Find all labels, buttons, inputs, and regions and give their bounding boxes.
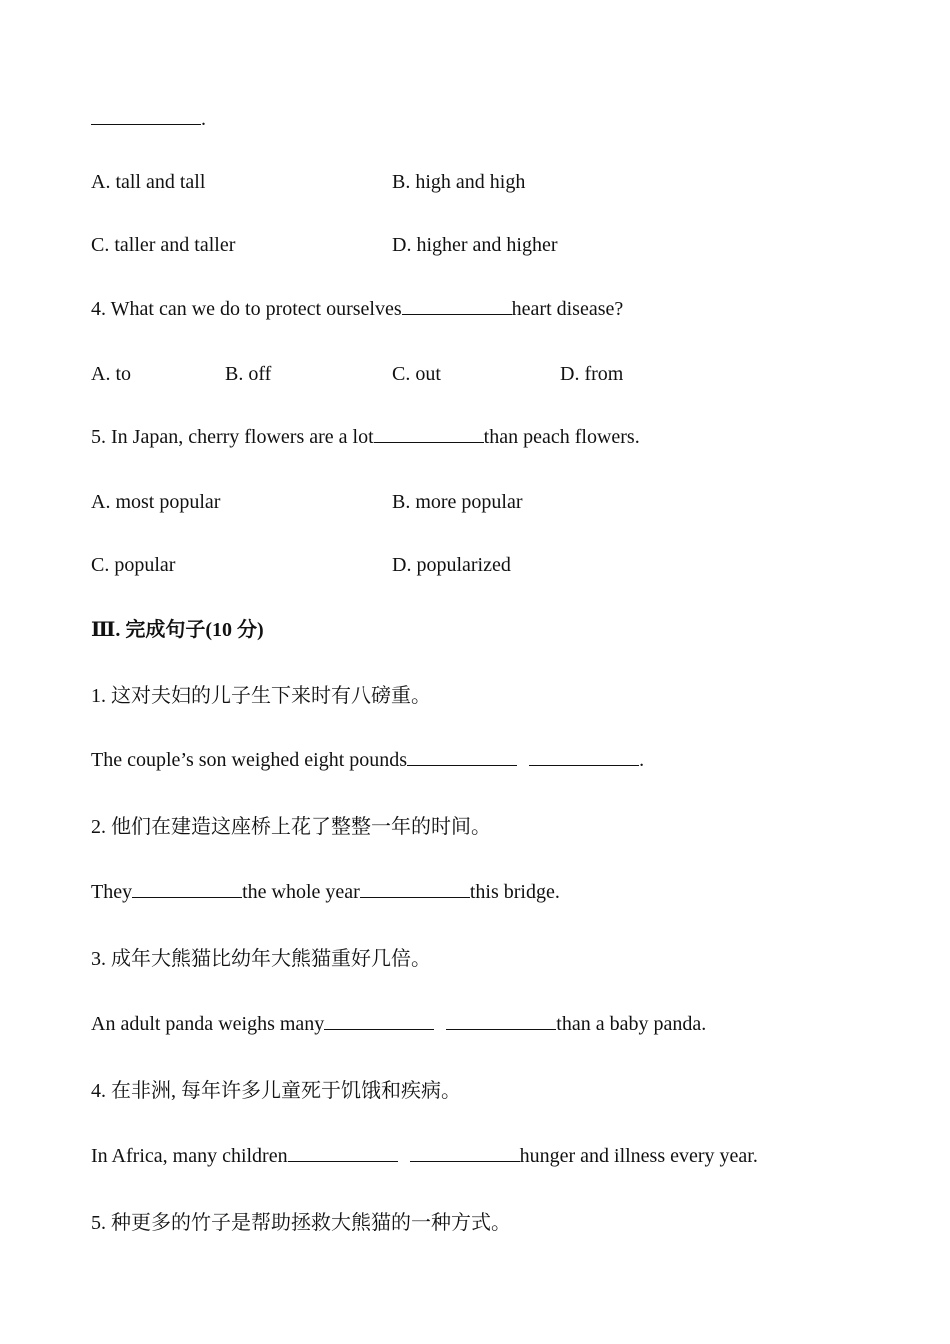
item1-text-before: The couple’s son weighed eight pounds <box>91 749 408 771</box>
q3-option-b[interactable]: B. high and high <box>392 171 526 193</box>
q3-answer-line <box>91 106 206 131</box>
blank[interactable] <box>360 879 470 898</box>
q4-option-b[interactable]: B. off <box>225 363 272 385</box>
q4-question <box>91 296 623 321</box>
blank[interactable] <box>407 747 517 766</box>
item5-chinese: 5. 种更多的竹子是帮助拯救大熊猫的一种方式。 <box>91 1212 511 1234</box>
item2-text-a: They <box>91 881 133 903</box>
blank[interactable] <box>410 1143 520 1162</box>
item3-text-before: An adult panda weighs many <box>91 1013 325 1035</box>
item4-text-after: hunger and illness every year. <box>519 1145 758 1167</box>
q3-option-d[interactable]: D. higher and higher <box>392 234 558 256</box>
q5-option-a[interactable]: A. most popular <box>91 491 221 513</box>
item3-chinese: 3. 成年大熊猫比幼年大熊猫重好几倍。 <box>91 948 431 970</box>
blank[interactable] <box>529 747 639 766</box>
q5-text-after: than peach flowers. <box>483 426 640 448</box>
q4-option-c[interactable]: C. out <box>392 363 441 385</box>
q5-option-d[interactable]: D. popularized <box>392 554 511 576</box>
blank[interactable] <box>324 1011 434 1030</box>
q4-text-before: 4. What can we do to protect ourselves <box>91 298 402 320</box>
blank[interactable] <box>132 879 242 898</box>
q5-option-b[interactable]: B. more popular <box>392 491 523 513</box>
section-heading: Ⅲ. 完成句子(10 分) <box>91 619 264 641</box>
q4-option-a[interactable]: A. to <box>91 363 131 385</box>
blank[interactable] <box>374 424 484 443</box>
blank[interactable] <box>402 296 512 315</box>
item3-english <box>91 1011 706 1036</box>
item4-text-before: In Africa, many children <box>91 1145 288 1167</box>
item2-text-c: this bridge. <box>469 881 560 903</box>
item1-text-after: . <box>639 749 645 771</box>
blank[interactable] <box>91 106 201 125</box>
q5-text-before: 5. In Japan, cherry flowers are a lot <box>91 426 374 448</box>
item2-english <box>91 879 560 904</box>
blank[interactable] <box>288 1143 398 1162</box>
q4-option-d[interactable]: D. from <box>560 363 624 385</box>
item4-english <box>91 1143 758 1168</box>
item1-english <box>91 747 644 772</box>
q3-end-punct: . <box>201 108 206 130</box>
q5-question <box>91 424 640 449</box>
q3-option-c[interactable]: C. taller and taller <box>91 234 236 256</box>
q4-text-after: heart disease? <box>511 298 624 320</box>
blank[interactable] <box>446 1011 556 1030</box>
item3-text-after: than a baby panda. <box>556 1013 707 1035</box>
item2-text-b: the whole year <box>242 881 360 903</box>
q3-option-a[interactable]: A. tall and tall <box>91 171 206 193</box>
item1-chinese: 1. 这对夫妇的儿子生下来时有八磅重。 <box>91 685 431 707</box>
item4-chinese: 4. 在非洲, 每年许多儿童死于饥饿和疾病。 <box>91 1080 461 1102</box>
item2-chinese: 2. 他们在建造这座桥上花了整整一年的时间。 <box>91 816 491 838</box>
q5-option-c[interactable]: C. popular <box>91 554 176 576</box>
